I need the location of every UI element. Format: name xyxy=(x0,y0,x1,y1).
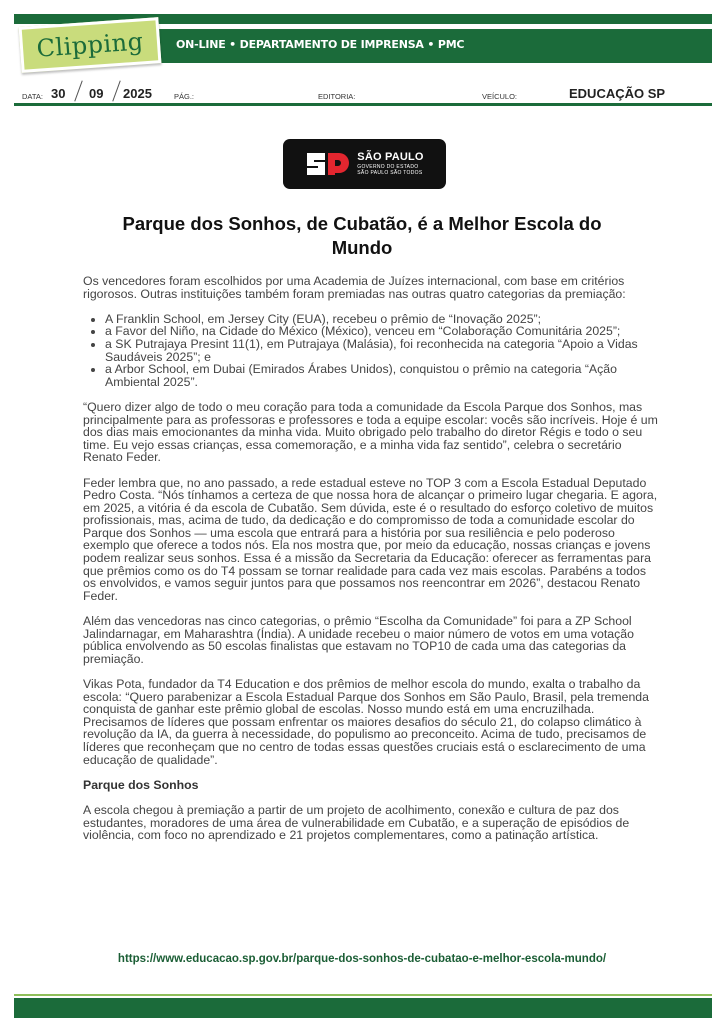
date-label: DATA: xyxy=(22,92,43,101)
list-item: • a SK Putrajaya Presint 11(1), em Putrajaya (Malásia), foi reconhecida na categoria “Apoio a Vidas Saudáveis 2025”; e xyxy=(105,338,658,363)
date-separator xyxy=(74,80,82,101)
sao-paulo-government-logo xyxy=(283,139,446,189)
date-day: 30 xyxy=(51,86,66,101)
footer-bar xyxy=(14,998,712,1018)
list-item: • a Arbor School, em Dubai (Emirados Árabes Unidos), conquistou o prêmio na categoria “Ação Ambiental 2025”. xyxy=(105,363,658,388)
clipping-logo xyxy=(19,17,162,73)
header-tagline: ON-LINE • DEPARTAMENTO DE IMPRENSA • PMC xyxy=(176,38,465,51)
article-paragraph: Vikas Pota, fundador da T4 Education e dos prêmios de melhor escola do mundo, exalta o trabalho da escola: “Quero parabenizar a Escola Estadual Parque dos Sonhos em São Paulo, Brasil, pela tremenda conquista de ganhar este prêmio global de escolas. Nosso mundo está em uma encruzilhada. Precisamos de líderes que possam enfrentar os maiores desafios do século 21, do colapso climático à revolução da IA, da guerra à necessidade, do populismo ao preconceito. Acima de tudo, precisamos de líderes que reconheçam que no centro de todas essas questões cruciais está o esclarecimento de uma educação de qualidade”. xyxy=(83,677,649,767)
article-paragraph: A escola chegou à premiação a partir de um projeto de acolhimento, conexão e cultura de paz dos estudantes, moradores de uma área de vulnerabilidade em Cubatão, e a superação de episódios de violência, com foco no aprendizado e 21 projetos complementares, como a patinação artística. xyxy=(83,802,630,843)
sp-logo-text xyxy=(357,152,423,176)
sp-logo-name: SÃO PAULO xyxy=(357,151,424,163)
editoria-label: EDITORIA: xyxy=(318,92,356,101)
source-link[interactable]: https://www.educacao.sp.gov.br/parque-dos-sonhos-de-cubatao-e-melhor-escola-mundo/ xyxy=(117,953,607,965)
article-paragraph: Além das vencedoras nas cinco categorias, o prêmio “Escolha da Comunidade” foi para a ZP School Jalindarnagar, em Maharashtra (Índia). A unidade recebeu o maior número de votos em uma votação pública envolvendo as 50 escolas finalistas que estavam no TOP10 de cada uma das categorias da premiação. xyxy=(83,614,634,666)
date-separator xyxy=(112,80,120,101)
header-divider xyxy=(14,103,712,106)
article-paragraph: Feder lembra que, no ano passado, a rede estadual esteve no TOP 3 com a Escola Estadual Deputado Pedro Costa. “Nós tínhamos a certeza de que nossa hora de alcançar o primeiro lugar chegaria. E agora, em 2025, a vitória é da escola de Cubatão. Sem dúvida, este é o resultado do esforço coletivo de muitos profissionais, mas, acima de tudo, da dedicação e do compromisso de toda a comunidade escolar do Parque dos Sonhos — uma escola que entrará para a história por sua resiliência e pelo poderoso exemplo que oferece a todos nós. Ela nos mostra que, por meio da educação, nossas crianças e jovens podem realizar seus sonhos. Essa é a missão da Secretaria da Educação: oferecer as ferramentas para que prêmios como os do T4 possam se tornar realidade para cada vez mais escolas. Parabéns a todos os envolvidos, e vamos seguir juntos para que possamos nos reencontrar em 2026”, destacou Renato Feder. xyxy=(83,475,658,603)
list-item: • a Favor del Niño, na Cidade do México (México), venceu em “Colaboração Comunitária 2025”; xyxy=(105,325,658,338)
page-label: PÁG.: xyxy=(174,92,195,101)
article-intro: Os vencedores foram escolhidos por uma Academia de Juízes internacional, com base em critérios rigorosos. Outras instituições também foram premiadas nas outras quatro categorias da premiação: xyxy=(83,274,626,301)
article-body xyxy=(83,275,658,854)
award-list xyxy=(83,313,658,389)
article-subheading: Parque dos Sonhos xyxy=(83,777,199,792)
clipping-logo-text: Clipping xyxy=(35,27,145,63)
vehicle-label: VEÍCULO: xyxy=(482,92,518,101)
sp-logo-line2: SÃO PAULO SÃO TODOS xyxy=(357,170,423,176)
vehicle-value: EDUCAÇÃO SP xyxy=(569,86,666,101)
sp-mark-icon xyxy=(305,151,349,177)
list-item: • A Franklin School, em Jersey City (EUA), recebeu o prêmio de “Inovação 2025”; xyxy=(105,313,658,326)
article-paragraph: “Quero dizer algo de todo o meu coração para toda a comunidade da Escola Parque dos Sonhos, mas principalmente para as professoras e professores e toda a equipe escolar: vocês são incríveis. Hoje é um dos dias mais emocionantes da minha vida. Muito obrigado pelo trabalho do diretor Régis e todo o seu time. Eu vejo essas crianças, essa comemoração, e a minha vida faz sentido”, celebra o secretário Renato Feder. xyxy=(83,399,658,465)
date-year: 2025 xyxy=(123,86,152,101)
date-month: 09 xyxy=(89,86,104,101)
meta-row xyxy=(22,86,710,104)
article-headline: Parque dos Sonhos, de Cubatão, é a Melhor Escola do Mundo xyxy=(122,213,602,258)
sp-logo-line1: GOVERNO DO ESTADO xyxy=(357,164,419,170)
footer-accent-line xyxy=(14,994,712,996)
